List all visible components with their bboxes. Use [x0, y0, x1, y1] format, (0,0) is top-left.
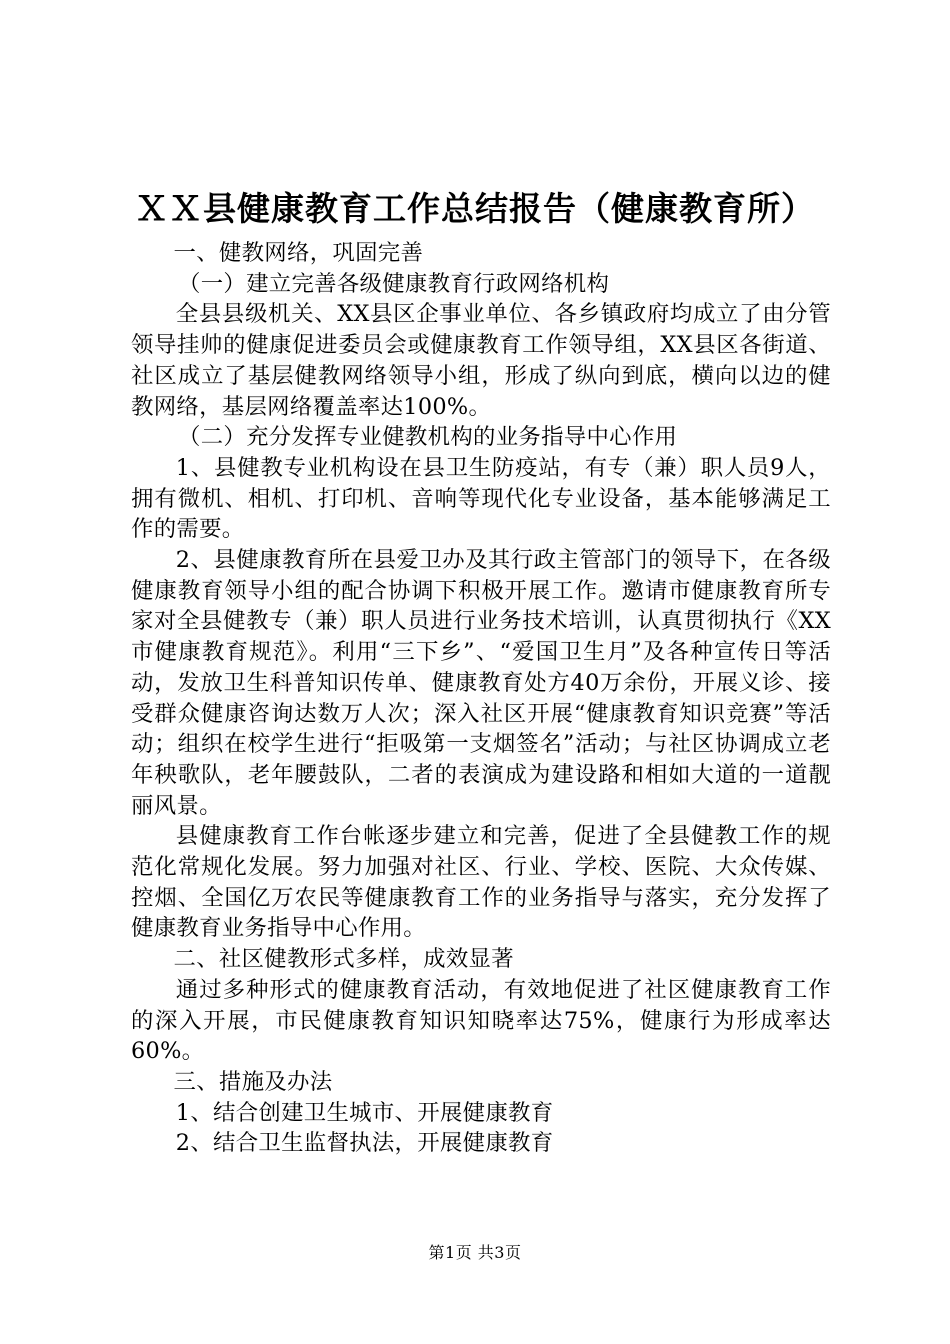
paragraph-staff: 1、县健教专业机构设在县卫生防疫站，有专（兼）职人员9人，拥有微机、相机、打印机、音响等现代化专业设备，基本能够满足工作的需要。: [131, 454, 831, 543]
paragraph-network: 全县县级机关、XX县区企事业单位、各乡镇政府均成立了由分管领导挂帅的健康促进委员会或健康教育工作领导组，XX县区各街道、社区成立了基层健教网络领导小组，形成了纵向到底，横向以边的健教网络，基层网络覆盖率达100%。: [131, 301, 831, 420]
paragraph-community: 通过多种形式的健康教育活动，有效地促进了社区健康教育工作的深入开展，市民健康教育知识知晓率达75%，健康行为形成率达60%。: [131, 976, 831, 1065]
subsection-heading-1: （一）建立完善各级健康教育行政网络机构: [178, 270, 610, 297]
page-title: ＸＸ县健康教育工作总结报告（健康教育所）: [135, 189, 815, 228]
page-footer: 第1页 共3页: [428, 1243, 522, 1262]
section-heading-1: 一、健教网络，巩固完善: [173, 240, 424, 266]
document-body: [131, 238, 831, 1159]
section-heading-2: 二、社区健教形式多样，成效显著: [173, 946, 514, 973]
section-heading-3: 三、措施及办法: [173, 1068, 333, 1095]
paragraph-activities: 2、县健康教育所在县爱卫办及其行政主管部门的领导下，在各级健康教育领导小组的配合协调下积极开展工作。邀请市健康教育所专家对全县健教专（兼）职人员进行业务技术培训，认真贯彻执行《XX市健康教育规范》。利用“三下乡”、“爱国卫生月”及各种宣传日等活动，发放卫生科普知识传单、健康教育处方40万余份，开展义诊、接受群众健康咨询达数万人次；深入社区开展“健康教育知识竞赛”等活动；组织在校学生进行“拒吸第一支烟签名”活动；与社区协调成立老年秧歌队，老年腰鼓队，二者的表演成为建设路和相如大道的一道靓丽风景。: [131, 547, 831, 819]
paragraph-ledger: 县健康教育工作台帐逐步建立和完善，促进了全县健教工作的规范化常规化发展。努力加强对社区、行业、学校、医院、大众传媒、控烟、全国亿万农民等健康教育工作的业务指导与落实，充分发挥了健康教育业务指导中心作用。: [131, 823, 831, 942]
subsection-heading-2: （二）充分发挥专业健教机构的业务指导中心作用: [178, 424, 678, 451]
list-item-measure-1: 1、结合创建卫生城市、开展健康教育: [175, 1099, 554, 1126]
list-item-measure-2: 2、结合卫生监督执法，开展健康教育: [175, 1130, 554, 1157]
